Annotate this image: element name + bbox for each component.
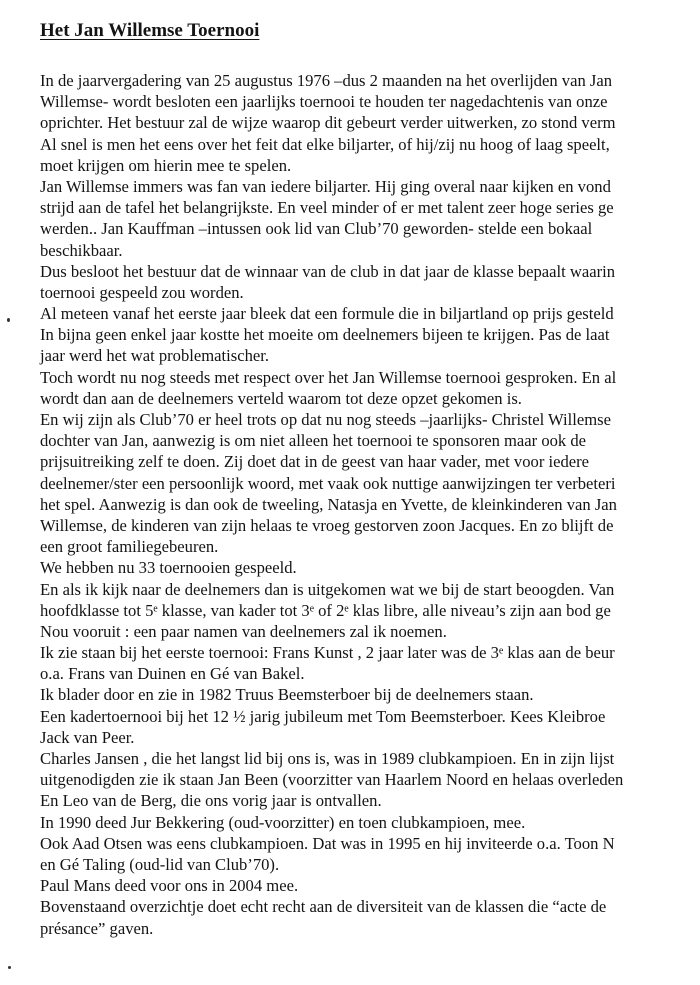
text-line: Jan Willemse immers was fan van iedere biljarter. Hij ging overal naar kijken en vond: [40, 176, 611, 196]
text-line: Willemse- wordt besloten een jaarlijks toernooi te houden ter nagedachtenis van onze: [40, 92, 608, 112]
text-line: Toch wordt nu nog steeds met respect over het Jan Willemse toernooi gesproken. En al: [40, 367, 617, 387]
text-line: présance” gaven.: [40, 918, 154, 938]
text-line: jaar werd het wat problematischer.: [40, 346, 269, 366]
text-line: En als ik kijk naar de deelnemers dan is uitgekomen wat we bij de start beoogden. Van: [40, 579, 615, 599]
text-line: en Gé Taling (oud-lid van Club’70).: [40, 854, 280, 874]
text-line: Ook Aad Otsen was eens clubkampioen. Dat was in 1995 en hij inviteerde o.a. Toon N: [40, 833, 615, 853]
text-line: We hebben nu 33 toernooien gespeeld.: [40, 558, 297, 578]
text-line: En wij zijn als Club’70 er heel trots op dat nu nog steeds –jaarlijks- Christel Willemse: [40, 410, 611, 429]
text-line: dochter van Jan, aanwezig is om niet alleen het toernooi te sponsoren maar ook de: [40, 431, 587, 451]
text-line: Willemse, de kinderen van zijn helaas te vroeg gestorven zoon Jacques. En zo blijft de: [40, 515, 614, 535]
scan-speck: [8, 966, 11, 969]
text-line: strijd aan de tafel het belangrijkste. En veel minder of er met talent zeer hoge series ge: [40, 198, 614, 218]
text-line: Jack van Peer.: [40, 727, 135, 747]
text-line: Ik blader door en zie in 1982 Truus Beemsterboer bij de deelnemers staan.: [40, 685, 534, 705]
text-line: prijsuitreiking zelf te doen. Zij doet dat in de geest van haar vader, met voor iedere: [40, 452, 590, 472]
text-line: In bijna geen enkel jaar kostte het moeite om deelnemers bijeen te krijgen. Pas de laat: [40, 325, 610, 345]
text-line: oprichter. Het bestuur zal de wijze waarop dit gebeurt verder uitwerken, zo stond verm: [40, 113, 616, 133]
scan-speck: [7, 318, 10, 322]
text-line: beschikbaar.: [40, 240, 123, 260]
text-line: Nou vooruit : een paar namen van deelnemers zal ik noemen.: [40, 621, 447, 641]
text-line: Een kadertoernooi bij het 12 ½ jarig jubileum met Tom Beemsterboer. Kees Kleibroe: [40, 706, 606, 726]
text-line: Dus besloot het bestuur dat de winnaar van de club in dat jaar de klasse bepaalt waarin: [40, 261, 616, 281]
text-line: deelnemer/ster een persoonlijk woord, met vaak ook nuttige aanwijzingen ter verbeteri: [40, 473, 616, 493]
text-line: En Leo van de Berg, die ons vorig jaar is ontvallen.: [40, 791, 382, 811]
text-line: het spel. Aanwezig is dan ook de tweeling, Natasja en Yvette, de kleinkinderen van Jan: [40, 494, 617, 514]
text-line: o.a. Frans van Duinen en Gé van Bakel.: [40, 664, 305, 684]
text-line: hoofdklasse tot 5ᵉ klasse, van kader tot 3ᵉ of 2ᵉ klas libre, alle niveau’s zijn aan bod ge: [40, 600, 611, 620]
text-line: toernooi gespeeld zou worden.: [40, 282, 244, 302]
text-line: In 1990 deed Jur Bekkering (oud-voorzitter) en toen clubkampioen, mee.: [40, 812, 526, 832]
text-line: Al snel is men het eens over het feit dat elke biljarter, of hij/zij nu hoog of laag speelt,: [40, 134, 610, 154]
text-line: Ik zie staan bij het eerste toernooi: Frans Kunst , 2 jaar later was de 3ᵉ klas aan de beur: [40, 643, 615, 663]
text-line: werden.. Jan Kauffman –intussen ook lid van Club’70 geworden- stelde een bokaal: [40, 219, 593, 239]
text-line: Charles Jansen , die het langst lid bij ons is, was in 1989 clubkampioen. En in zijn lijst: [40, 749, 615, 768]
text-line: moet krijgen om hierin mee te spelen.: [40, 155, 292, 175]
text-line: Bovenstaand overzichtje doet echt recht aan de diversiteit van de klassen die “acte de: [40, 897, 607, 917]
text-line: uitgenodigden zie ik staan Jan Been (voorzitter van Haarlem Noord en helaas overleden: [40, 770, 624, 790]
text-line: Al meteen vanaf het eerste jaar bleek dat een formule die in biljartland op prijs gesteld: [40, 304, 614, 324]
text-line: een groot familiegebeuren.: [40, 537, 219, 557]
text-line: Paul Mans deed voor ons in 2004 mee.: [40, 876, 299, 896]
text-line: wordt dan aan de deelnemers verteld waarom tot deze opzet gekomen is.: [40, 388, 522, 408]
text-line: In de jaarvergadering van 25 augustus 1976 –dus 2 maanden na het overlijden van Jan: [40, 71, 613, 90]
document-body: [40, 70, 700, 939]
document-title: Het Jan Willemse Toernooi: [40, 20, 260, 41]
